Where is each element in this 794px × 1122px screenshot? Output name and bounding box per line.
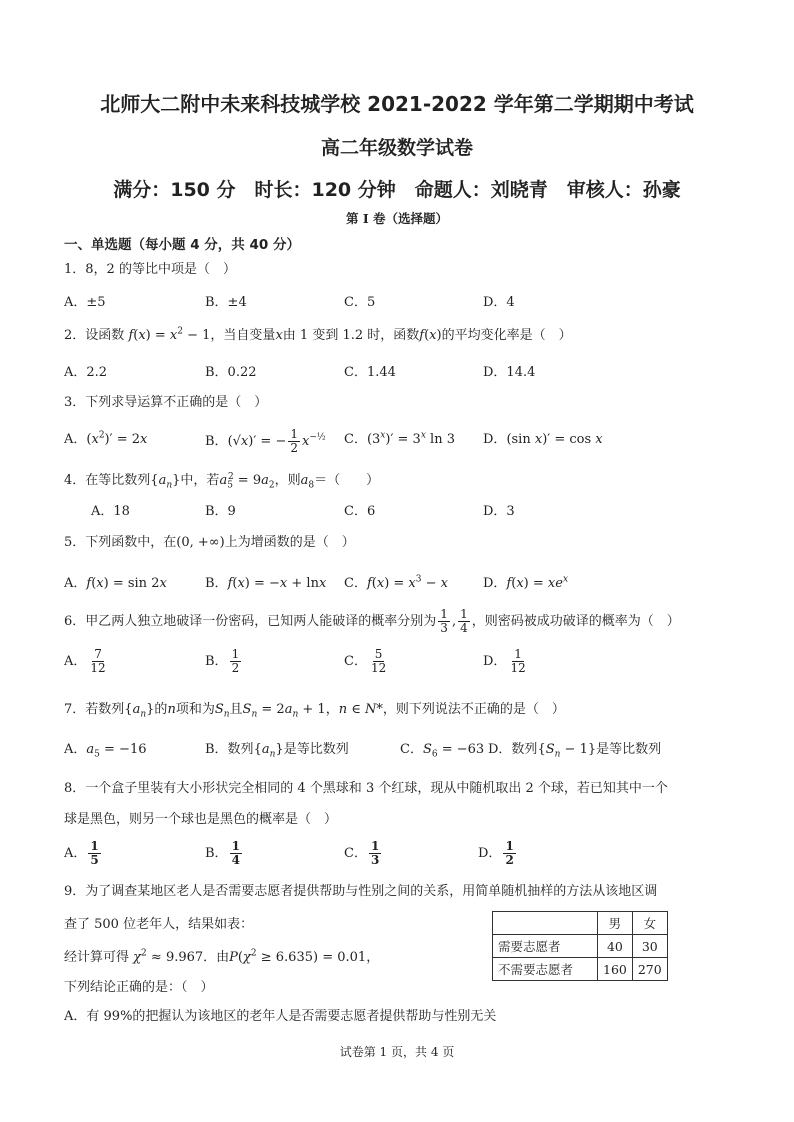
q6-text-2: ，则密码被成功破译的概率为（ ） bbox=[471, 614, 680, 629]
q6-a-den: 12 bbox=[90, 661, 106, 675]
q6-b-den: 2 bbox=[231, 661, 240, 675]
q4-text-1: 在等比数列 bbox=[85, 473, 151, 488]
question-7: 7．若数列$\{a_n\}$的n项和为$S_n$且$S_n = 2a_n + 1$，n ∈ N*，则下列说法不正确的是（ ） bbox=[64, 702, 565, 720]
q6-d-den: 12 bbox=[510, 661, 526, 675]
q6-d-num: 1 bbox=[514, 647, 522, 661]
question-9-line-4: 下列结论正确的是：（ ） bbox=[64, 980, 214, 995]
q6-c-num: 5 bbox=[374, 647, 383, 661]
q7-text-4: 且 bbox=[229, 702, 243, 717]
table-row bbox=[493, 935, 668, 958]
question-9-line-1: 9．为了调查某地区老人是否需要志愿者提供帮助与性别之间的关系，用简单随机抽样的方法从该地区调 bbox=[64, 884, 658, 899]
q8-c-den: 3 bbox=[370, 853, 380, 867]
table-cell: 40 bbox=[598, 935, 633, 958]
q3-option-d: D．(sin x)′ = cos x bbox=[483, 432, 603, 447]
q8-option-a bbox=[64, 840, 103, 867]
q2-text-2: ，当自变量 bbox=[210, 328, 276, 343]
q7-text-1: 若数列 bbox=[85, 702, 125, 717]
q6-a-label: A． bbox=[64, 654, 87, 669]
q6-b-num: 1 bbox=[231, 647, 240, 661]
q5-a-label: A． bbox=[64, 576, 87, 591]
q2-text-4: 的平均变化率是（ ） bbox=[441, 328, 572, 343]
q8-b-num: 1 bbox=[231, 839, 240, 853]
q4-text-3: ，则 bbox=[274, 473, 301, 488]
q6-option-b bbox=[205, 648, 243, 675]
q6-frac2-num: 1 bbox=[460, 607, 468, 621]
q5-c-label: C． bbox=[344, 576, 367, 591]
table-header-cell: 女 bbox=[632, 912, 667, 935]
page-subtitle: 高二年级数学试卷 bbox=[320, 137, 473, 159]
q3-option-b: B．(√x)′ = − $\frac{1}{2}$ $x^{-\frac{1}{2}}$ bbox=[205, 427, 326, 455]
q2-text-1: 设函数 bbox=[85, 328, 125, 343]
table-cell: 160 bbox=[598, 958, 633, 981]
q6-b-label: B． bbox=[205, 654, 228, 669]
question-3: 3．下列求导运算不正确的是（ ） bbox=[64, 395, 268, 410]
q4-text-2: 中，若 bbox=[180, 473, 220, 488]
q3-a-label: A． bbox=[64, 432, 87, 447]
q6-frac1-den: 3 bbox=[440, 621, 448, 635]
q4-option-b: B．9 bbox=[205, 504, 236, 519]
q1-option-c: C．5 bbox=[344, 295, 376, 310]
section-heading: 一、单选题（每小题 4 分，共 40 分） bbox=[64, 237, 300, 253]
table-header-cell: 男 bbox=[598, 912, 633, 935]
q8-a-label: A． bbox=[64, 846, 87, 861]
q8-c-num: 1 bbox=[370, 839, 380, 853]
q7-d-text: 是等比数列 bbox=[596, 742, 662, 757]
q7-text-5: ， bbox=[325, 702, 339, 717]
question-8-line-2: 球是黑色，则另一个球也是黑色的概率是（ ） bbox=[64, 812, 338, 827]
q7-c-label: C． bbox=[400, 742, 423, 757]
q5-text-2: 上为增函数的是（ ） bbox=[224, 535, 355, 550]
question-5: 5．下列函数中，在(0, +∞)上为增函数的是（ ） bbox=[64, 535, 355, 550]
q5-option-c: C．$f(x) = x^3 - x$ bbox=[344, 574, 449, 591]
question-9-line-2: 查了 500 位老年人，结果如表： bbox=[64, 917, 254, 932]
question-2: 2．设函数 $f(x) = x^2 - 1$，当自变量x由 1 变到 1.2 时，函数f(x)的平均变化率是（ ） bbox=[64, 326, 572, 343]
q4-text-4: ＝（ ） bbox=[314, 473, 380, 488]
q7-text-3: 项和为 bbox=[175, 702, 215, 717]
q8-b-label: B． bbox=[205, 846, 228, 861]
q7-b-label: B．数列 bbox=[205, 742, 254, 757]
table-row bbox=[493, 912, 668, 935]
q3-b-label: B． bbox=[205, 434, 228, 449]
q7-option-a: A．$a_5 = -16$ bbox=[64, 742, 147, 760]
question-6: 6．甲乙两人独立地破译一份密码，已知两人能破译的概率分别为 $\frac{1}{3}$ , $\frac{1}{4}$ ，则密码被成功破译的概率为（ ） bbox=[64, 607, 680, 635]
q6-c-label: C． bbox=[344, 654, 367, 669]
q2-option-d: D．14.4 bbox=[483, 365, 536, 380]
q8-a-den: 5 bbox=[90, 853, 99, 867]
q5-number: 5． bbox=[64, 535, 86, 550]
q7-a-label: A． bbox=[64, 742, 87, 757]
q5-b-label: B． bbox=[205, 576, 228, 591]
exam-meta: 满分：150 分 时长：120 分钟 命题人：刘晓青 审核人：孙豪 bbox=[113, 179, 681, 201]
volume-heading: 第 I 卷（选择题） bbox=[345, 211, 449, 226]
question-1: 1．8，2 的等比中项是（ ） bbox=[64, 262, 236, 277]
question-4: 4．在等比数列$\{a_n\}$中，若$a_5^2 = 9a_2$，则$a_8=$（ ） bbox=[64, 471, 380, 491]
q6-c-den: 12 bbox=[370, 661, 387, 675]
q8-d-den: 2 bbox=[505, 853, 514, 867]
q4-option-d: D．3 bbox=[483, 504, 515, 519]
q5-option-b: B．f(x) = −x + lnx bbox=[205, 576, 327, 591]
q2-option-c: C．1.44 bbox=[344, 365, 396, 380]
q3-option-a: A．$(x^2)' = 2x$ bbox=[64, 430, 148, 447]
table-header-cell bbox=[493, 912, 598, 935]
q8-a-num: 1 bbox=[90, 839, 99, 853]
q8-b-den: 4 bbox=[231, 853, 240, 867]
q7-number: 7． bbox=[64, 702, 86, 717]
q5-option-a: A．f(x) = sin 2x bbox=[64, 576, 167, 591]
question-8-line-1: 8．一个盒子里装有大小形状完全相同的 4 个黑球和 3 个红球，现从中随机取出 2 个球，若已知其中一个 bbox=[64, 781, 668, 796]
q9-text-b: ．由 bbox=[203, 950, 230, 965]
q8-option-b bbox=[205, 840, 244, 867]
q8-d-num: 1 bbox=[505, 839, 514, 853]
q7-text-6: ，则下列说法不正确的是（ ） bbox=[382, 702, 565, 717]
q6-option-d bbox=[483, 648, 530, 675]
q2-option-a: A．2.2 bbox=[64, 365, 108, 380]
q9-text-a: 经计算可得 bbox=[64, 950, 130, 965]
q2-number: 2． bbox=[64, 328, 86, 343]
q4-number: 4． bbox=[64, 473, 86, 488]
q6-text-1: 甲乙两人独立地破译一份密码，已知两人能破译的概率分别为 bbox=[85, 614, 437, 629]
q7-d-label: D．数列 bbox=[488, 742, 538, 757]
page-footer: 试卷第 1 页，共 4 页 bbox=[339, 1045, 455, 1059]
q8-c-label: C． bbox=[344, 846, 367, 861]
q1-option-d: D．4 bbox=[483, 295, 515, 310]
q3-option-c: C．$(3^x)' = 3^x$ ln 3 bbox=[344, 430, 455, 447]
table-cell: 30 bbox=[632, 935, 667, 958]
q6-d-label: D． bbox=[483, 654, 507, 669]
q3-c-label: C． bbox=[344, 432, 367, 447]
q5-option-d: D．$f(x) = xe^x$ bbox=[483, 574, 569, 591]
q5-text-1: 下列函数中，在 bbox=[85, 535, 177, 550]
q6-a-num: 7 bbox=[94, 647, 102, 661]
q7-option-d: D．数列$\{S_n - 1\}$是等比数列 bbox=[488, 742, 662, 760]
q6-option-a bbox=[64, 648, 110, 675]
q6-option-c bbox=[344, 648, 390, 675]
q7-option-c: C．$S_6 = -63$ bbox=[400, 742, 485, 760]
table-row bbox=[493, 958, 668, 981]
q9-option-a: A．有 99%的把握认为该地区的老年人是否需要志愿者提供帮助与性别无关 bbox=[64, 1009, 497, 1024]
table-cell: 270 bbox=[632, 958, 667, 981]
q5-d-label: D． bbox=[483, 576, 507, 591]
q2-option-b: B．0.22 bbox=[205, 365, 257, 380]
q8-d-label: D． bbox=[478, 846, 502, 861]
q7-text-2: 的 bbox=[154, 702, 168, 717]
question-9-line-3: 经计算可得 $\chi^2 \approx 9.967$．由$P(\chi^2 \ge 6.635) = 0.01$， bbox=[64, 948, 380, 965]
q3-d-label: D． bbox=[483, 432, 507, 447]
q8-option-d bbox=[478, 840, 518, 867]
table-cell: 不需要志愿者 bbox=[493, 958, 598, 981]
q8-option-c bbox=[344, 840, 383, 867]
page-title: 北师大二附中未来科技城学校 2021-2022 学年第二学期期中考试 bbox=[100, 92, 694, 116]
q6-number: 6． bbox=[64, 614, 86, 629]
q9-text-c: ， bbox=[366, 950, 380, 965]
q7-b-text: 是等比数列 bbox=[283, 742, 349, 757]
q1-option-a: A．±5 bbox=[64, 295, 106, 310]
q6-frac2-den: 4 bbox=[460, 621, 468, 635]
table-cell: 需要志愿者 bbox=[493, 935, 598, 958]
q4-option-a: A．18 bbox=[91, 504, 130, 519]
q1-option-b: B．±4 bbox=[205, 295, 247, 310]
q6-frac1-num: 1 bbox=[440, 607, 448, 621]
survey-table bbox=[492, 911, 668, 981]
q2-text-3: 由 1 变到 1.2 时，函数 bbox=[282, 328, 420, 343]
q4-option-c: C．6 bbox=[344, 504, 376, 519]
q7-option-b: B．数列$\{a_n\}$是等比数列 bbox=[205, 742, 349, 760]
